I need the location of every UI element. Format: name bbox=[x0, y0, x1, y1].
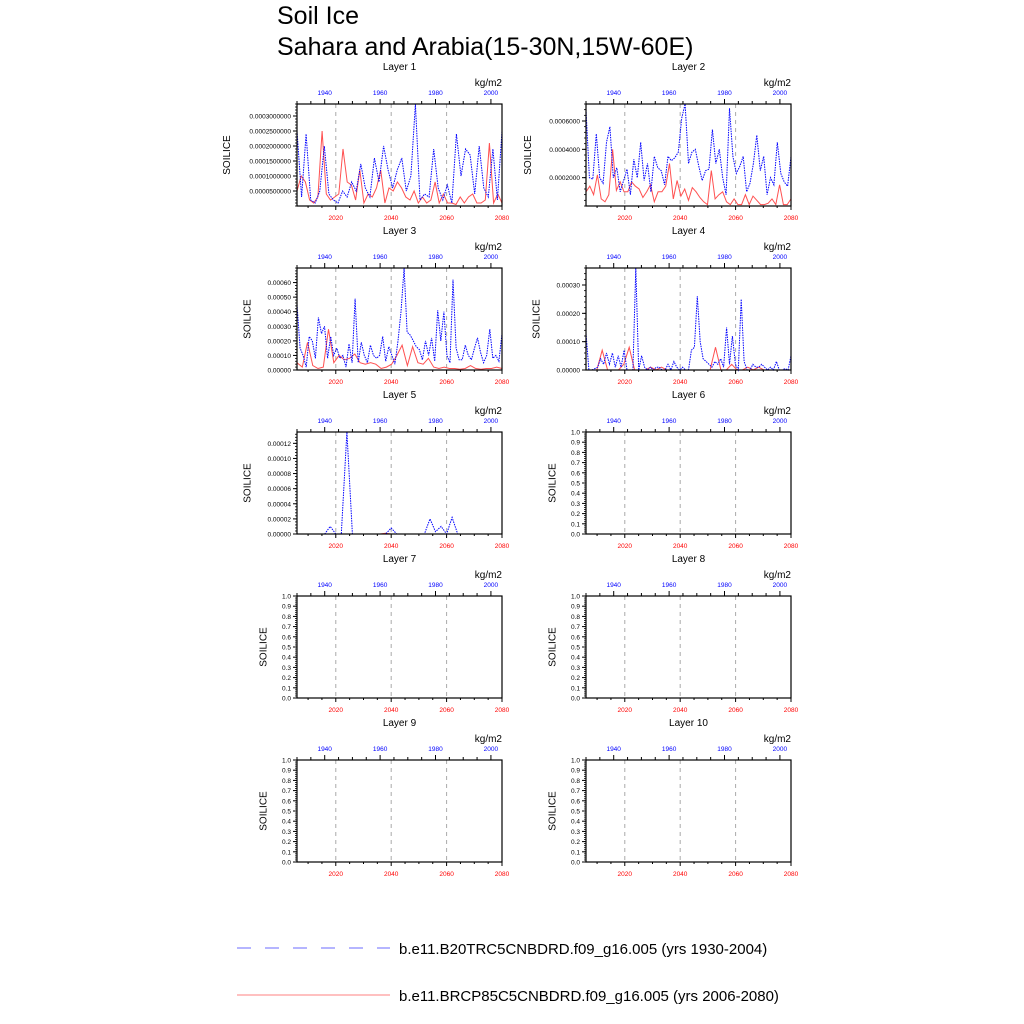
y-axis-tick-label: 0.5 bbox=[570, 808, 580, 816]
y-axis-tick-label: 0.9 bbox=[570, 603, 580, 611]
y-axis-tick-label: 0.0 bbox=[570, 695, 580, 703]
y-axis-tick-label: 0.5 bbox=[281, 644, 291, 652]
panel-layer-8 bbox=[548, 554, 799, 714]
y-axis-label: SOILICE bbox=[523, 135, 535, 175]
bottom-axis-tick-label: 2020 bbox=[328, 543, 344, 550]
y-axis-tick-label: 0.1 bbox=[570, 521, 580, 529]
bottom-axis-tick-label: 2040 bbox=[672, 871, 688, 878]
panel-layer-7 bbox=[259, 554, 510, 714]
y-axis-tick-label: 0.00050 bbox=[267, 294, 291, 302]
units-label: kg/m2 bbox=[763, 78, 791, 89]
y-axis-tick-label: 0.4 bbox=[570, 490, 580, 498]
y-axis-tick-label: 0.00060 bbox=[267, 280, 291, 288]
panel-layer-9 bbox=[259, 718, 510, 878]
legend-rcp85-label: b.e11.BRCP85C5CNBDRD.f09_g16.005 (yrs 2006-2080) bbox=[399, 988, 779, 1005]
y-axis-tick-label: 0.00000 bbox=[267, 367, 291, 375]
y-axis-tick-label: 0.7 bbox=[281, 788, 291, 796]
top-axis-tick-label: 2000 bbox=[772, 582, 788, 589]
panels bbox=[222, 62, 799, 878]
bottom-axis-tick-label: 2060 bbox=[728, 871, 743, 878]
panel-layer-3 bbox=[242, 226, 509, 386]
units-label: kg/m2 bbox=[474, 78, 502, 89]
series-rcp85-line bbox=[297, 329, 502, 369]
bottom-axis-tick-label: 2020 bbox=[617, 707, 633, 714]
y-axis-label: SOILICE bbox=[258, 627, 270, 667]
y-axis-tick-label: 0.00008 bbox=[267, 471, 291, 479]
units-label: kg/m2 bbox=[474, 570, 502, 581]
y-axis-tick-label: 0.5 bbox=[281, 808, 291, 816]
y-axis-tick-label: 0.0000500000 bbox=[249, 188, 291, 196]
top-axis-tick-label: 1960 bbox=[372, 90, 388, 97]
y-axis-tick-label: 0.00010 bbox=[556, 339, 580, 347]
top-axis-tick-label: 1940 bbox=[606, 90, 621, 97]
y-axis-tick-label: 0.4 bbox=[570, 818, 580, 826]
top-axis-tick-label: 2000 bbox=[483, 582, 499, 589]
panel-title: Layer 5 bbox=[382, 390, 417, 401]
bottom-axis-tick-label: 2080 bbox=[494, 215, 510, 222]
y-axis-tick-label: 0.4 bbox=[570, 654, 580, 662]
y-axis-tick-label: 0.8 bbox=[570, 449, 580, 457]
panel-title: Layer 7 bbox=[382, 554, 417, 565]
y-axis-tick-label: 0.3 bbox=[570, 500, 580, 508]
top-axis-tick-label: 1980 bbox=[428, 254, 443, 261]
panel-title: Layer 6 bbox=[671, 390, 706, 401]
y-axis-tick-label: 0.00030 bbox=[267, 323, 291, 331]
series-historical-line bbox=[297, 104, 502, 203]
bottom-axis-tick-label: 2020 bbox=[328, 871, 344, 878]
top-axis-tick-label: 1980 bbox=[717, 254, 732, 261]
units-label: kg/m2 bbox=[763, 570, 791, 581]
y-axis-tick-label: 0.1 bbox=[570, 685, 580, 693]
plot-frame bbox=[586, 432, 791, 534]
y-axis-tick-label: 0.6 bbox=[570, 798, 580, 806]
bottom-axis-tick-label: 2040 bbox=[383, 871, 399, 878]
y-axis-tick-label: 0.0001000000 bbox=[249, 173, 291, 181]
bottom-axis-tick-label: 2080 bbox=[783, 215, 799, 222]
y-axis-tick-label: 0.00030 bbox=[556, 282, 580, 290]
top-axis-tick-label: 1980 bbox=[717, 418, 732, 425]
top-axis-tick-label: 1980 bbox=[428, 746, 443, 753]
y-axis-tick-label: 0.9 bbox=[570, 439, 580, 447]
bottom-axis-tick-label: 2040 bbox=[383, 543, 399, 550]
bottom-axis-tick-label: 2020 bbox=[328, 379, 344, 386]
top-axis-tick-label: 2000 bbox=[483, 90, 499, 97]
y-axis-tick-label: 0.0002000 bbox=[549, 175, 580, 183]
bottom-axis-tick-label: 2080 bbox=[494, 379, 510, 386]
y-axis-tick-label: 0.6 bbox=[281, 798, 291, 806]
y-axis-tick-label: 0.0002000000 bbox=[249, 143, 291, 151]
y-axis-tick-label: 1.0 bbox=[570, 757, 580, 765]
y-axis-tick-label: 0.00004 bbox=[267, 501, 291, 509]
bottom-axis-tick-label: 2040 bbox=[383, 379, 399, 386]
y-axis-tick-label: 0.6 bbox=[281, 634, 291, 642]
y-axis-tick-label: 0.9 bbox=[281, 767, 291, 775]
y-axis-label: SOILICE bbox=[547, 791, 559, 831]
series-historical-line bbox=[586, 104, 791, 195]
y-axis-tick-label: 0.2 bbox=[570, 839, 580, 847]
top-axis-tick-label: 2000 bbox=[772, 90, 788, 97]
y-axis-tick-label: 0.00020 bbox=[556, 310, 580, 318]
y-axis-tick-label: 0.0 bbox=[570, 859, 580, 867]
y-axis-tick-label: 1.0 bbox=[281, 593, 291, 601]
plot-frame bbox=[297, 104, 502, 206]
y-axis-tick-label: 0.6 bbox=[570, 470, 580, 478]
bottom-axis-tick-label: 2060 bbox=[728, 543, 743, 550]
y-axis-tick-label: 0.9 bbox=[281, 603, 291, 611]
top-axis-tick-label: 1940 bbox=[606, 582, 621, 589]
y-axis-tick-label: 0.8 bbox=[570, 777, 580, 785]
y-axis-tick-label: 0.3 bbox=[570, 828, 580, 836]
plot-frame bbox=[297, 760, 502, 862]
top-axis-tick-label: 1960 bbox=[661, 90, 677, 97]
y-axis-tick-label: 0.7 bbox=[281, 624, 291, 632]
units-label: kg/m2 bbox=[474, 406, 502, 417]
top-axis-tick-label: 1960 bbox=[661, 746, 677, 753]
y-axis-label: SOILICE bbox=[242, 463, 254, 503]
y-axis-tick-label: 0.00006 bbox=[267, 486, 291, 494]
y-axis-tick-label: 0.00002 bbox=[267, 516, 291, 524]
y-axis-tick-label: 0.00010 bbox=[267, 455, 291, 463]
top-axis-tick-label: 1980 bbox=[428, 418, 443, 425]
y-axis-tick-label: 1.0 bbox=[570, 593, 580, 601]
title-line-1: Soil Ice bbox=[277, 2, 359, 30]
y-axis-tick-label: 0.5 bbox=[570, 644, 580, 652]
top-axis-tick-label: 1960 bbox=[372, 582, 388, 589]
panel-title: Layer 3 bbox=[382, 226, 417, 237]
panel-layer-4 bbox=[531, 226, 798, 386]
y-axis-tick-label: 0.5 bbox=[570, 480, 580, 488]
y-axis-tick-label: 0.0006000 bbox=[549, 118, 580, 126]
top-axis-tick-label: 1940 bbox=[317, 582, 332, 589]
bottom-axis-tick-label: 2060 bbox=[439, 543, 454, 550]
y-axis-tick-label: 0.2 bbox=[570, 675, 580, 683]
y-axis-label: SOILICE bbox=[258, 791, 270, 831]
y-axis-label: SOILICE bbox=[242, 299, 254, 339]
top-axis-tick-label: 1960 bbox=[661, 582, 677, 589]
units-label: kg/m2 bbox=[474, 242, 502, 253]
y-axis-label: SOILICE bbox=[221, 135, 233, 175]
bottom-axis-tick-label: 2060 bbox=[728, 379, 743, 386]
bottom-axis-tick-label: 2080 bbox=[494, 871, 510, 878]
bottom-axis-tick-label: 2060 bbox=[728, 215, 743, 222]
panel-title: Layer 10 bbox=[669, 718, 708, 729]
units-label: kg/m2 bbox=[763, 734, 791, 745]
top-axis-tick-label: 2000 bbox=[483, 418, 499, 425]
bottom-axis-tick-label: 2020 bbox=[617, 215, 633, 222]
bottom-axis-tick-label: 2020 bbox=[328, 215, 344, 222]
bottom-axis-tick-label: 2080 bbox=[783, 871, 799, 878]
bottom-axis-tick-label: 2060 bbox=[728, 707, 743, 714]
y-axis-tick-label: 0.4 bbox=[281, 818, 291, 826]
top-axis-tick-label: 1960 bbox=[372, 254, 388, 261]
y-axis-tick-label: 0.00020 bbox=[267, 338, 291, 346]
y-axis-tick-label: 1.0 bbox=[570, 429, 580, 437]
top-axis-tick-label: 2000 bbox=[772, 418, 788, 425]
panel-title: Layer 4 bbox=[671, 226, 706, 237]
plot-frame bbox=[586, 596, 791, 698]
y-axis-tick-label: 0.7 bbox=[570, 788, 580, 796]
top-axis-tick-label: 1980 bbox=[717, 746, 732, 753]
top-axis-tick-label: 1960 bbox=[372, 746, 388, 753]
y-axis-tick-label: 0.00010 bbox=[267, 352, 291, 360]
panel-layer-10 bbox=[548, 718, 799, 878]
y-axis-tick-label: 0.0003000000 bbox=[249, 113, 291, 121]
panel-title: Layer 8 bbox=[671, 554, 706, 565]
y-axis-tick-label: 0.2 bbox=[281, 839, 291, 847]
panel-layer-1 bbox=[222, 62, 510, 222]
bottom-axis-tick-label: 2040 bbox=[383, 707, 399, 714]
panel-layer-2 bbox=[523, 62, 799, 222]
y-axis-tick-label: 0.00040 bbox=[267, 309, 291, 317]
panel-title: Layer 1 bbox=[382, 62, 417, 73]
y-axis-tick-label: 0.0002500000 bbox=[249, 128, 291, 136]
panel-layer-6 bbox=[548, 390, 799, 550]
y-axis-tick-label: 0.4 bbox=[281, 654, 291, 662]
y-axis-tick-label: 0.6 bbox=[570, 634, 580, 642]
bottom-axis-tick-label: 2040 bbox=[672, 379, 688, 386]
plot-frame bbox=[586, 268, 791, 370]
y-axis-tick-label: 0.7 bbox=[570, 460, 580, 468]
bottom-axis-tick-label: 2080 bbox=[783, 543, 799, 550]
y-axis-label: SOILICE bbox=[531, 299, 543, 339]
top-axis-tick-label: 1940 bbox=[606, 418, 621, 425]
bottom-axis-tick-label: 2060 bbox=[439, 379, 454, 386]
top-axis-tick-label: 1940 bbox=[317, 746, 332, 753]
top-axis-tick-label: 1940 bbox=[606, 254, 621, 261]
bottom-axis-tick-label: 2060 bbox=[439, 215, 454, 222]
y-axis-tick-label: 0.0004000 bbox=[549, 146, 580, 154]
panel-title: Layer 9 bbox=[382, 718, 417, 729]
bottom-axis-tick-label: 2040 bbox=[672, 543, 688, 550]
bottom-axis-tick-label: 2020 bbox=[328, 707, 344, 714]
y-axis-label: SOILICE bbox=[547, 627, 559, 667]
title-line-2: Sahara and Arabia(15-30N,15W-60E) bbox=[277, 33, 694, 61]
top-axis-tick-label: 1980 bbox=[428, 582, 443, 589]
y-axis-tick-label: 0.1 bbox=[570, 849, 580, 857]
y-axis-tick-label: 0.7 bbox=[570, 624, 580, 632]
units-label: kg/m2 bbox=[474, 734, 502, 745]
plot-frame bbox=[297, 432, 502, 534]
y-axis-tick-label: 0.1 bbox=[281, 849, 291, 857]
legend bbox=[237, 941, 779, 1005]
units-label: kg/m2 bbox=[763, 406, 791, 417]
bottom-axis-tick-label: 2080 bbox=[783, 707, 799, 714]
top-axis-tick-label: 2000 bbox=[772, 254, 788, 261]
bottom-axis-tick-label: 2080 bbox=[494, 543, 510, 550]
y-axis-tick-label: 0.0001500000 bbox=[249, 158, 291, 166]
y-axis-tick-label: 0.8 bbox=[281, 777, 291, 785]
y-axis-tick-label: 0.8 bbox=[570, 613, 580, 621]
y-axis-tick-label: 0.3 bbox=[281, 828, 291, 836]
series-historical-line bbox=[586, 268, 791, 370]
bottom-axis-tick-label: 2080 bbox=[494, 707, 510, 714]
bottom-axis-tick-label: 2020 bbox=[617, 543, 633, 550]
y-axis-tick-label: 0.00000 bbox=[556, 367, 580, 375]
y-axis-tick-label: 0.00000 bbox=[267, 531, 291, 539]
y-axis-tick-label: 0.00012 bbox=[267, 440, 291, 448]
series-historical-line bbox=[297, 432, 502, 534]
bottom-axis-tick-label: 2040 bbox=[383, 215, 399, 222]
top-axis-tick-label: 2000 bbox=[483, 746, 499, 753]
top-axis-tick-label: 2000 bbox=[772, 746, 788, 753]
top-axis-tick-label: 1960 bbox=[661, 254, 677, 261]
plot-frame bbox=[297, 596, 502, 698]
y-axis-tick-label: 0.3 bbox=[281, 664, 291, 672]
y-axis-tick-label: 0.0 bbox=[281, 695, 291, 703]
top-axis-tick-label: 1960 bbox=[661, 418, 677, 425]
top-axis-tick-label: 1940 bbox=[606, 746, 621, 753]
panel-layer-5 bbox=[242, 390, 509, 550]
top-axis-tick-label: 2000 bbox=[483, 254, 499, 261]
y-axis-tick-label: 0.0 bbox=[570, 531, 580, 539]
bottom-axis-tick-label: 2060 bbox=[439, 871, 454, 878]
panel-title: Layer 2 bbox=[671, 62, 706, 73]
top-axis-tick-label: 1940 bbox=[317, 90, 332, 97]
y-axis-tick-label: 0.2 bbox=[281, 675, 291, 683]
y-axis-tick-label: 0.8 bbox=[281, 613, 291, 621]
bottom-axis-tick-label: 2020 bbox=[617, 871, 633, 878]
units-label: kg/m2 bbox=[763, 242, 791, 253]
bottom-axis-tick-label: 2040 bbox=[672, 707, 688, 714]
top-axis-tick-label: 1980 bbox=[717, 90, 732, 97]
y-axis-tick-label: 0.3 bbox=[570, 664, 580, 672]
y-axis-tick-label: 1.0 bbox=[281, 757, 291, 765]
series-historical-line bbox=[297, 268, 502, 367]
plot-frame bbox=[586, 760, 791, 862]
top-axis-tick-label: 1980 bbox=[717, 582, 732, 589]
top-axis-tick-label: 1980 bbox=[428, 90, 443, 97]
y-axis-label: SOILICE bbox=[547, 463, 559, 503]
top-axis-tick-label: 1960 bbox=[372, 418, 388, 425]
y-axis-tick-label: 0.2 bbox=[570, 511, 580, 519]
bottom-axis-tick-label: 2040 bbox=[672, 215, 688, 222]
top-axis-tick-label: 1940 bbox=[317, 418, 332, 425]
bottom-axis-tick-label: 2080 bbox=[783, 379, 799, 386]
top-axis-tick-label: 1940 bbox=[317, 254, 332, 261]
bottom-axis-tick-label: 2060 bbox=[439, 707, 454, 714]
y-axis-tick-label: 0.9 bbox=[570, 767, 580, 775]
y-axis-tick-label: 0.1 bbox=[281, 685, 291, 693]
legend-historical-label: b.e11.B20TRC5CNBDRD.f09_g16.005 (yrs 1930-2004) bbox=[399, 941, 768, 958]
bottom-axis-tick-label: 2020 bbox=[617, 379, 633, 386]
y-axis-tick-label: 0.0 bbox=[281, 859, 291, 867]
